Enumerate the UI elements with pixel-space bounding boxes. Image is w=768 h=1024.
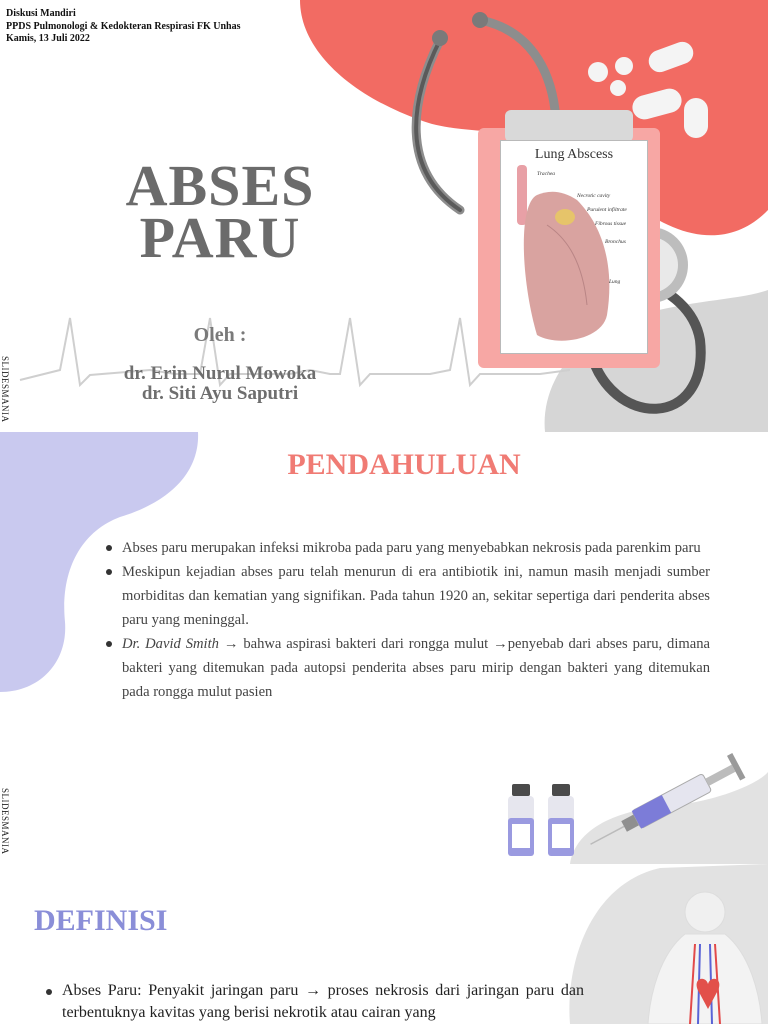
list-item-text: penyebab dari abses paru, dimana bakteri yang ditemukan pada autopsi penderita abses paru mirip dengan bakteri yang ditemukan pada rongga mulut pasien	[122, 636, 711, 700]
section-title: DEFINISI	[34, 904, 168, 937]
label-trachea: Trachea	[537, 171, 556, 177]
list-item-text: Meskipun kejadian abses paru telah menurun di era antibiotik ini, namun masih menjadi sumber morbiditas dan kematian yang signifikan. Pada tahun 1920 an, sekitar sepertiga dari penderita abses paru yang meninggal.	[122, 564, 710, 628]
section-title: PENDAHULUAN	[287, 448, 521, 481]
header-line-1: Diskusi Mandiri	[6, 8, 76, 19]
label-bronchus: Bronchus	[605, 239, 626, 245]
author-1: dr. Erin Nurul Mowoka	[123, 363, 317, 384]
lung-abscess-illustration	[500, 140, 648, 354]
slide-pendahuluan	[0, 432, 768, 864]
vial-icon	[548, 784, 574, 856]
label-purulent: Purulent infiltrate	[587, 207, 627, 213]
label-necrotic: Necrotic cavity	[577, 193, 611, 199]
slide-definisi	[0, 864, 768, 1024]
slide-title	[0, 0, 768, 432]
author-name: Dr. David Smith	[122, 636, 219, 652]
title-line-1: ABSES	[125, 153, 315, 218]
header-info	[6, 8, 240, 46]
syringe-icon	[584, 753, 745, 857]
arrow-icon: →	[493, 636, 508, 652]
vial-icon	[508, 784, 534, 856]
lung-icon	[507, 165, 641, 347]
title-line-2: PARU	[139, 205, 301, 270]
side-watermark: SLIDESMANIA	[0, 356, 10, 423]
list-item-text: Abses Paru: Penyakit jaringan paru → proses nekrosis dari jaringan paru dan terbentuknya kavitas yang berisi nekrotik atau cairan yang	[62, 982, 584, 1021]
arrow-icon: →	[218, 636, 244, 652]
header-line-2: PPDS Pulmonologi & Kedokteran Respirasi FK Unhas	[6, 20, 241, 32]
clipboard-clip	[505, 110, 633, 142]
list-item	[104, 560, 710, 632]
header-line-3: Kamis, 13 Juli 2022	[6, 33, 90, 44]
page-title	[60, 153, 380, 270]
side-watermark: SLIDESMANIA	[0, 788, 10, 855]
illustration-title: Lung Abscess	[534, 147, 614, 162]
list-item-text: bahwa aspirasi bakteri dari rongga mulut	[243, 636, 494, 652]
vials-syringe-icon	[500, 742, 768, 864]
authors	[80, 364, 360, 404]
list-item	[104, 632, 710, 704]
list-item	[44, 980, 584, 1024]
bullet-list	[44, 980, 584, 1024]
list-item	[104, 536, 710, 560]
author-2: dr. Siti Ayu Saputri	[141, 383, 299, 404]
label-fibrous: Fibrous tissue	[595, 221, 627, 227]
label-lung: Lung	[609, 279, 621, 285]
bullet-list	[104, 536, 710, 704]
list-item-text: Abses paru merupakan infeksi mikroba pada paru yang menyebabkan nekrosis pada parenkim paru	[122, 540, 701, 556]
oleh-label: Oleh :	[193, 324, 247, 346]
